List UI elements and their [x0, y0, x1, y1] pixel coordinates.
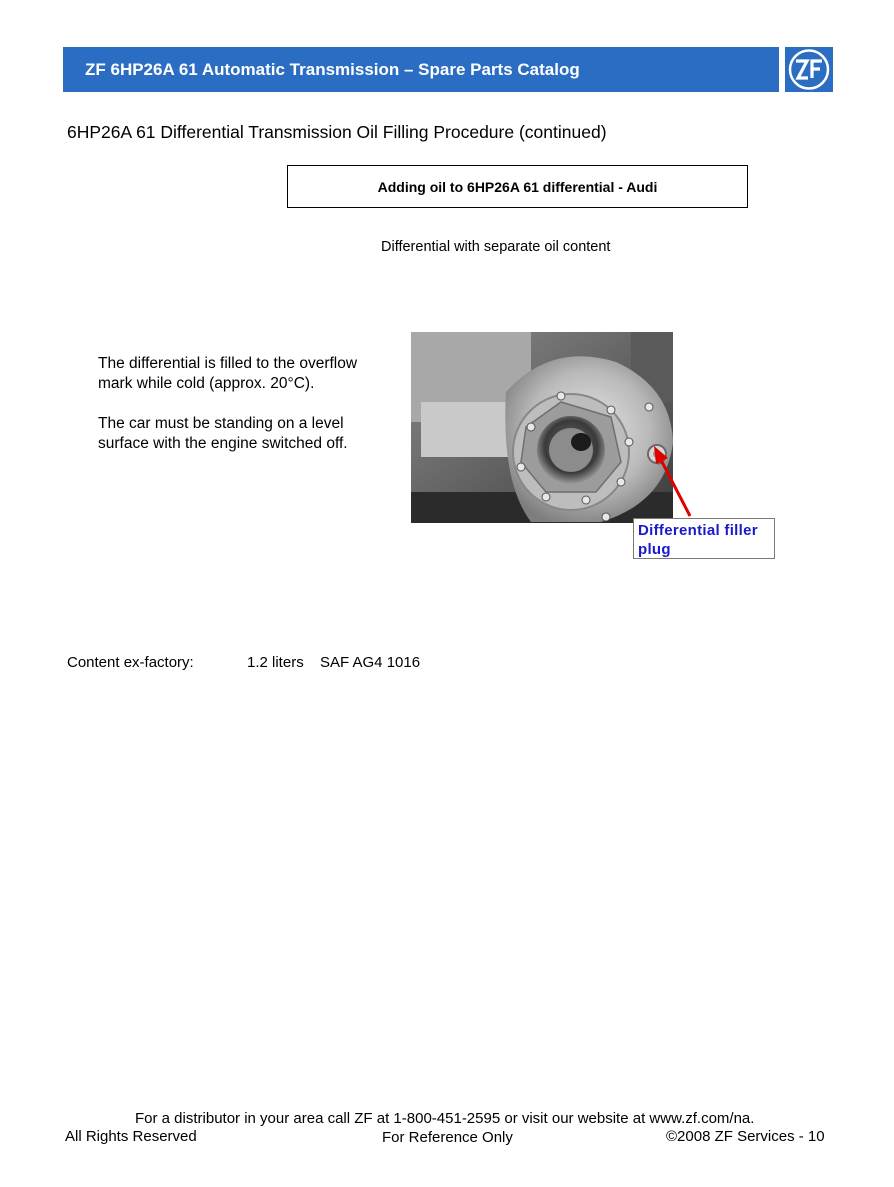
header-title: ZF 6HP26A 61 Automatic Transmission – Spare Parts Catalog — [85, 60, 580, 79]
content-fluid: SAF AG4 1016 — [320, 654, 421, 671]
subheading: Differential with separate oil content — [381, 239, 611, 255]
callout-line: Differential filler — [638, 522, 758, 539]
callout-line: plug — [638, 541, 671, 558]
section-heading: Adding oil to 6HP26A 61 differential - Audi — [377, 178, 658, 195]
content-volume: 1.2 liters — [247, 654, 304, 671]
header-bar — [63, 47, 779, 92]
instruction-paragraph-1 — [98, 354, 408, 394]
footer-distributor: For a distributor in your area call ZF at 1-800-451-2595 or visit our website at www.zf.com/na. — [135, 1110, 755, 1127]
zf-logo-icon — [785, 47, 833, 92]
page-title: 6HP26A 61 Differential Transmission Oil Filling Procedure (continued) — [67, 122, 607, 142]
content-label: Content ex-factory: — [67, 654, 194, 671]
section-heading-box — [287, 165, 748, 208]
instruction-paragraph-2 — [98, 414, 408, 454]
instruction-line: The car must be standing on a level — [98, 415, 344, 432]
instruction-line: The differential is filled to the overflow — [98, 355, 358, 372]
instruction-line: surface with the engine switched off. — [98, 435, 348, 452]
callout-arrow-icon — [640, 440, 700, 520]
differential-photo — [411, 332, 673, 523]
footer-reference: For Reference Only — [382, 1129, 513, 1146]
footer-rights: All Rights Reserved — [65, 1128, 197, 1145]
footer-copyright: ©2008 ZF Services - 10 — [666, 1128, 825, 1145]
instruction-line: mark while cold (approx. 20°C). — [98, 375, 315, 392]
filler-plug-callout — [633, 518, 775, 559]
